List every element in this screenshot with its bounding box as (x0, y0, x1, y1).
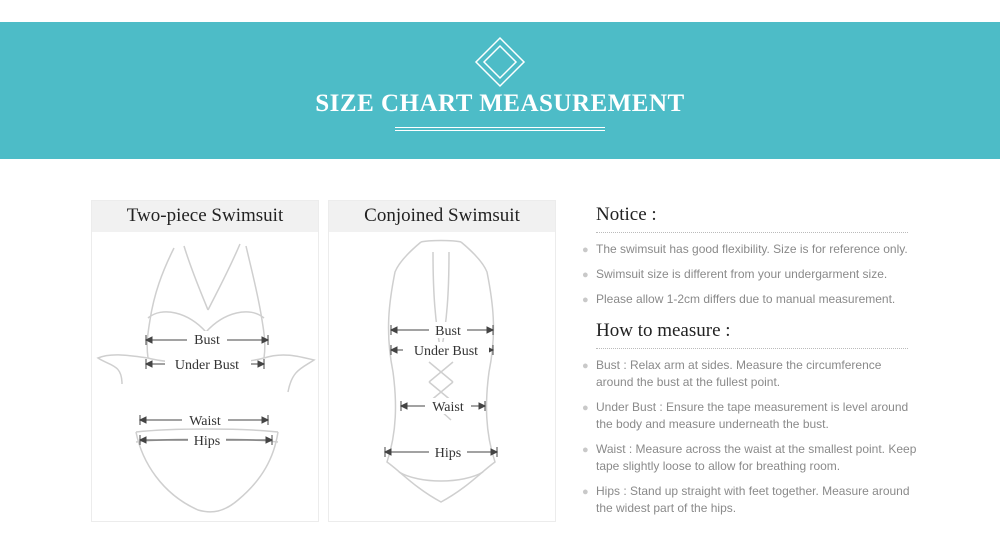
two-piece-bust-label: Bust (194, 333, 220, 348)
arrowhead-icon (391, 327, 397, 333)
conjoined-card (328, 200, 556, 522)
top-strip (0, 0, 1000, 22)
arrowhead-icon (140, 417, 146, 423)
list-item: ● Under Bust : Ensure the tape measurement is level around the body and measure underneath the bust. (582, 400, 909, 431)
bullet-icon: ● (582, 294, 589, 306)
notes-panel (582, 200, 926, 525)
two-piece-swimsuit-illustration (92, 232, 318, 521)
arrowhead-icon (266, 437, 272, 443)
arrowhead-icon (487, 327, 493, 333)
bullet-icon: ● (582, 444, 589, 456)
arrowhead-icon (401, 403, 407, 409)
page-title: SIZE CHART MEASUREMENT (315, 90, 685, 117)
conjoined-swimsuit-illustration (329, 232, 555, 521)
header-banner (0, 22, 1000, 159)
arrowhead-icon (258, 361, 264, 367)
arrowhead-icon (262, 417, 268, 423)
notice-heading: Notice : (596, 204, 657, 225)
conjoined-title: Conjoined Swimsuit (329, 201, 555, 232)
two-piece-hips-label: Hips (193, 434, 221, 449)
bullet-icon: ● (582, 486, 589, 498)
bullet-icon: ● (582, 360, 589, 372)
arrowhead-icon (146, 361, 152, 367)
list-item: ● Swimsuit size is different from your undergarment size. (596, 266, 921, 283)
title-underline (395, 130, 605, 131)
conjoined-bust-label: Bust (435, 324, 461, 339)
conjoined-waist-label: Waist (432, 400, 464, 415)
list-item: ● Bust : Relax arm at sides. Measure the circumference around the bust at the fullest point. (582, 358, 882, 389)
notice-divider (596, 232, 908, 233)
conjoined-under-bust-label: Under Bust (413, 344, 479, 359)
two-piece-card (91, 200, 319, 522)
list-item: ● The swimsuit has good flexibility. Size is for reference only. (596, 241, 921, 258)
bullet-icon: ● (582, 269, 589, 281)
notice-list (582, 241, 926, 308)
conjoined-hips-label: Hips (434, 446, 462, 461)
how-to-heading: How to measure : (596, 320, 731, 341)
arrowhead-icon (491, 449, 497, 455)
one-piece-outline-icon (387, 241, 495, 503)
list-item: ● Waist : Measure across the waist at the smallest point. Keep tape slightly loose to allow for breathing room. (582, 442, 917, 473)
bullet-icon: ● (582, 402, 589, 414)
two-piece-under-bust-label: Under Bust (174, 358, 240, 373)
title-underline (395, 127, 605, 128)
two-piece-waist-label: Waist (189, 414, 221, 429)
bullet-icon: ● (582, 244, 589, 256)
two-piece-title: Two-piece Swimsuit (92, 201, 318, 232)
arrowhead-icon (391, 347, 397, 353)
diamond-logo-icon (474, 36, 526, 88)
arrowhead-icon (479, 403, 485, 409)
how-to-list (582, 357, 926, 517)
list-item: ● Please allow 1-2cm differs due to manual measurement. (596, 291, 921, 308)
how-to-divider (596, 348, 908, 349)
arrowhead-icon (385, 449, 391, 455)
list-item: ● Hips : Stand up straight with feet together. Measure around the widest part of the hips. (582, 484, 910, 515)
